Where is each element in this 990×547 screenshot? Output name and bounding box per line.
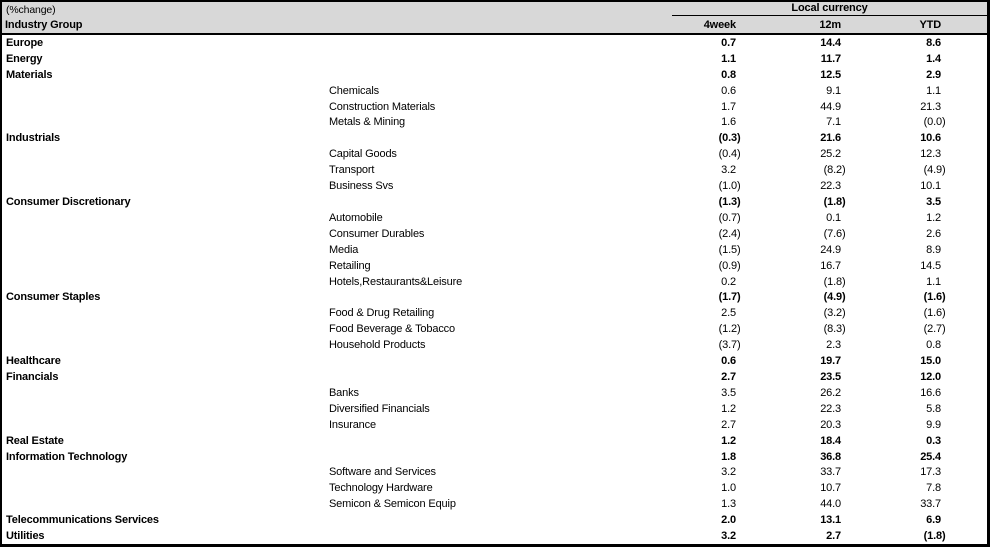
industry-name: Automobile (329, 211, 383, 224)
table-row (2, 385, 987, 401)
table-row (2, 321, 987, 337)
industry-name: Information Technology (6, 450, 128, 463)
column-header-ytd: YTD (919, 19, 941, 31)
value-4week: (1.3) (718, 196, 741, 209)
value-12m: 25.2 (820, 148, 841, 161)
value-ytd: 25.4 (920, 450, 941, 463)
table-row (2, 401, 987, 417)
table-row (2, 369, 987, 385)
value-12m: 10.7 (820, 482, 841, 495)
value-4week: (0.9) (718, 259, 741, 272)
value-ytd: 2.6 (926, 227, 941, 240)
industry-name: Chemicals (329, 84, 379, 97)
value-ytd: 12.3 (920, 148, 941, 161)
value-ytd: 1.1 (926, 275, 941, 288)
industry-name: Capital Goods (329, 148, 397, 161)
table-row (2, 258, 987, 274)
value-ytd: 6.9 (926, 514, 941, 527)
value-4week: (1.5) (718, 243, 741, 256)
value-12m: (8.3) (823, 323, 846, 336)
industry-name: Banks (329, 386, 359, 399)
value-12m: 2.3 (826, 339, 841, 352)
value-12m: 16.7 (820, 259, 841, 272)
value-4week: 2.5 (721, 307, 736, 320)
value-12m: 36.8 (820, 450, 841, 463)
value-ytd: 15.0 (920, 355, 941, 368)
industry-name: Food & Drug Retailing (329, 307, 435, 320)
value-12m: 21.6 (820, 132, 841, 145)
table-row (2, 194, 987, 210)
table-row (2, 353, 987, 369)
table-row (2, 417, 987, 433)
value-ytd: 7.8 (926, 482, 941, 495)
table-row (2, 337, 987, 353)
value-ytd: (1.6) (923, 291, 946, 304)
table-row (2, 162, 987, 178)
table-row (2, 35, 987, 51)
value-ytd: (1.8) (923, 530, 946, 543)
value-4week: 0.6 (721, 355, 736, 368)
value-ytd: 33.7 (920, 498, 941, 511)
industry-name: Retailing (329, 259, 371, 272)
table-row (2, 51, 987, 67)
industry-name: Telecommunications Services (6, 514, 159, 527)
pct-change-label: (%change) (6, 4, 56, 16)
industry-name: Diversified Financials (329, 402, 430, 415)
industry-name: Semicon & Semicon Equip (329, 498, 456, 511)
value-12m: (4.9) (823, 291, 846, 304)
industry-name: Technology Hardware (329, 482, 433, 495)
value-4week: 0.2 (721, 275, 736, 288)
industry-name: Construction Materials (329, 100, 436, 113)
value-4week: (0.7) (718, 211, 741, 224)
value-12m: 14.4 (820, 36, 841, 49)
table-row (2, 99, 987, 115)
value-4week: (1.0) (718, 180, 741, 193)
table-row (2, 496, 987, 512)
industry-name: Europe (6, 36, 43, 49)
industry-name: Materials (6, 68, 53, 81)
industry-name: Utilities (6, 530, 45, 543)
value-12m: 26.2 (820, 386, 841, 399)
industry-name: Business Svs (329, 180, 394, 193)
table-row (2, 449, 987, 465)
value-4week: (0.3) (718, 132, 741, 145)
value-ytd: 1.4 (926, 52, 941, 65)
value-ytd: 2.9 (926, 68, 941, 81)
value-ytd: 10.6 (920, 132, 941, 145)
local-currency-span-header: Local currency (672, 2, 987, 16)
table-row (2, 115, 987, 131)
value-12m: 7.1 (826, 116, 841, 129)
industry-name: Food Beverage & Tobacco (329, 323, 455, 336)
value-12m: 20.3 (820, 418, 841, 431)
industry-name: Industrials (6, 132, 60, 145)
value-4week: (1.2) (718, 323, 741, 336)
value-12m: (8.2) (823, 164, 846, 177)
value-4week: 1.2 (721, 402, 736, 415)
industry-name: Hotels,Restaurants&Leisure (329, 275, 463, 288)
value-12m: 2.7 (826, 530, 841, 543)
value-12m: (1.8) (823, 275, 846, 288)
value-4week: 2.7 (721, 418, 736, 431)
value-ytd: (0.0) (923, 116, 946, 129)
value-ytd: 9.9 (926, 418, 941, 431)
value-4week: 3.2 (721, 466, 736, 479)
table-header (2, 2, 987, 35)
value-ytd: 0.8 (926, 339, 941, 352)
industry-name: Healthcare (6, 355, 61, 368)
industry-name: Consumer Durables (329, 227, 425, 240)
value-ytd: 12.0 (920, 370, 941, 383)
value-ytd: 8.6 (926, 36, 941, 49)
value-ytd: 5.8 (926, 402, 941, 415)
value-12m: 9.1 (826, 84, 841, 97)
industry-name: Financials (6, 370, 59, 383)
column-header-12m: 12m (819, 19, 841, 31)
value-ytd: 17.3 (920, 466, 941, 479)
value-12m: 12.5 (820, 68, 841, 81)
column-header-4week: 4week (703, 19, 736, 31)
header-row-units (2, 2, 987, 17)
table-row (2, 146, 987, 162)
value-12m: 23.5 (820, 370, 841, 383)
value-4week: 1.3 (721, 498, 736, 511)
table-row (2, 512, 987, 528)
value-4week: 2.7 (721, 370, 736, 383)
industry-name: Household Products (329, 339, 426, 352)
industry-name: Media (329, 243, 359, 256)
industry-name: Insurance (329, 418, 376, 431)
value-ytd: (4.9) (923, 164, 946, 177)
industry-group-header: Industry Group (5, 19, 83, 31)
value-12m: (1.8) (823, 196, 846, 209)
value-12m: 22.3 (820, 402, 841, 415)
value-4week: 1.6 (721, 116, 736, 129)
value-4week: 0.8 (721, 68, 736, 81)
industry-name: Metals & Mining (329, 116, 406, 129)
value-ytd: 0.3 (926, 434, 941, 447)
value-12m: 11.7 (820, 52, 841, 65)
value-ytd: 8.9 (926, 243, 941, 256)
table-row (2, 528, 987, 544)
value-4week: (0.4) (718, 148, 741, 161)
industry-name: Real Estate (6, 434, 64, 447)
value-ytd: 10.1 (920, 180, 941, 193)
value-ytd: 21.3 (920, 100, 941, 113)
value-12m: 13.1 (820, 514, 841, 527)
industry-name: Software and Services (329, 466, 436, 479)
header-row-columns (2, 17, 987, 33)
value-12m: (3.2) (823, 307, 846, 320)
value-4week: 0.7 (721, 36, 736, 49)
table-row (2, 226, 987, 242)
table-row (2, 83, 987, 99)
value-12m: 18.4 (820, 434, 841, 447)
table-row (2, 480, 987, 496)
industry-name: Consumer Staples (6, 291, 101, 304)
value-12m: 24.9 (820, 243, 841, 256)
value-12m: 44.9 (820, 100, 841, 113)
value-4week: 1.2 (721, 434, 736, 447)
value-4week: 2.0 (721, 514, 736, 527)
value-4week: 0.6 (721, 84, 736, 97)
table-row (2, 290, 987, 306)
value-4week: 1.7 (721, 100, 736, 113)
table-row (2, 130, 987, 146)
value-4week: 1.1 (721, 52, 736, 65)
table-row (2, 433, 987, 449)
table-row (2, 242, 987, 258)
table-body (2, 35, 987, 544)
table-row (2, 178, 987, 194)
value-ytd: (2.7) (923, 323, 946, 336)
value-ytd: 1.2 (926, 211, 941, 224)
value-4week: (3.7) (718, 339, 741, 352)
value-ytd: 3.5 (926, 196, 941, 209)
value-ytd: 14.5 (920, 259, 941, 272)
table-row (2, 464, 987, 480)
value-4week: 3.2 (721, 530, 736, 543)
value-12m: 19.7 (820, 355, 841, 368)
value-4week: 1.0 (721, 482, 736, 495)
industry-name: Energy (6, 52, 43, 65)
value-4week: (1.7) (718, 291, 741, 304)
value-12m: 44.0 (820, 498, 841, 511)
value-12m: 22.3 (820, 180, 841, 193)
value-4week: 3.2 (721, 164, 736, 177)
value-ytd: 16.6 (920, 386, 941, 399)
table-row (2, 274, 987, 290)
industry-name: Consumer Discretionary (6, 196, 131, 209)
table-row (2, 67, 987, 83)
value-12m: (7.6) (823, 227, 846, 240)
table-row (2, 305, 987, 321)
table-row (2, 210, 987, 226)
value-4week: (2.4) (718, 227, 741, 240)
value-12m: 0.1 (826, 211, 841, 224)
value-ytd: 1.1 (926, 84, 941, 97)
value-4week: 1.8 (721, 450, 736, 463)
value-12m: 33.7 (820, 466, 841, 479)
value-ytd: (1.6) (923, 307, 946, 320)
industry-name: Transport (329, 164, 375, 177)
value-4week: 3.5 (721, 386, 736, 399)
